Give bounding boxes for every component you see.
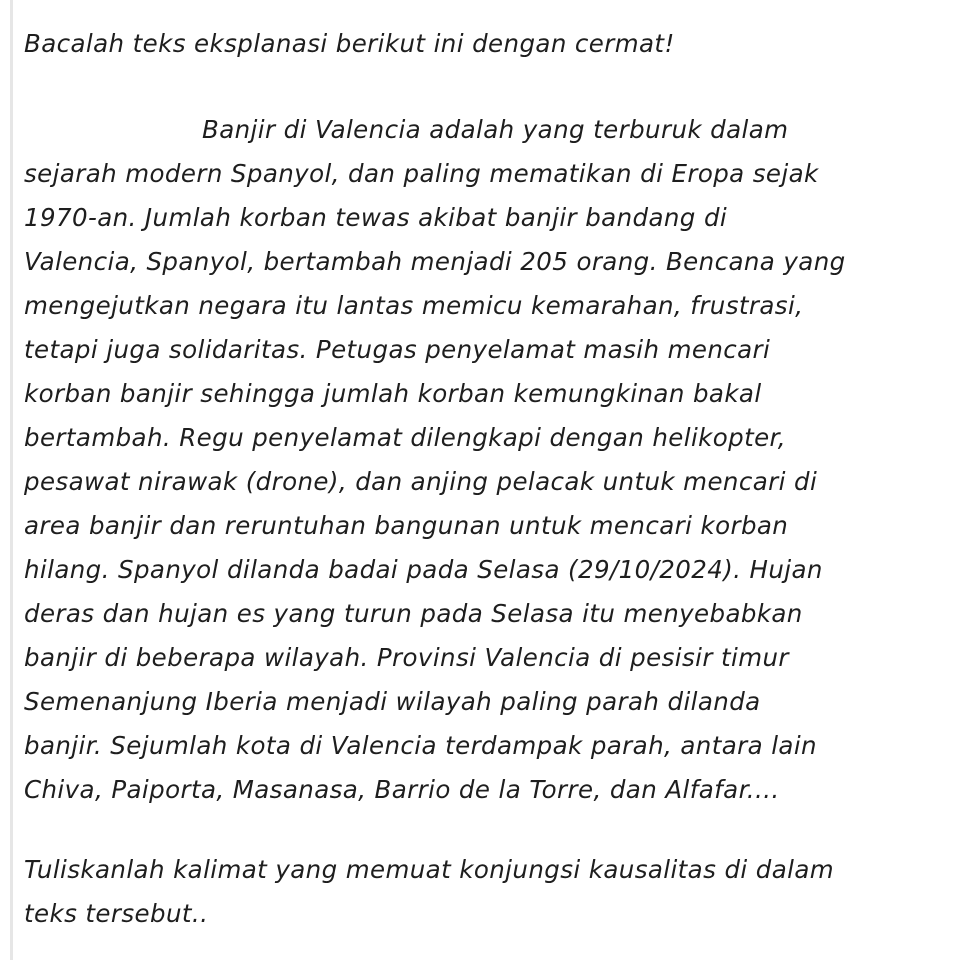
spacer [24,66,964,108]
passage-line: area banjir dan reruntuhan bangunan untuk mencari korban [24,511,789,540]
passage-line: Banjir di Valencia adalah yang terburuk dalam [202,115,789,144]
passage-line: banjir di beberapa wilayah. Provinsi Valencia di pesisir timur [24,643,789,672]
question-line: Tuliskanlah kalimat yang memuat konjungsi kausalitas di dalam [24,855,835,884]
question-block [24,848,964,936]
passage-line: Semenanjung Iberia menjadi wilayah paling parah dilanda [24,687,761,716]
passage-line: tetapi juga solidaritas. Petugas penyelamat masih mencari [24,335,771,364]
passage-line: korban banjir sehingga jumlah korban kemungkinan bakal [24,379,762,408]
passage-line: mengejutkan negara itu lantas memicu kemarahan, frustrasi, [24,291,804,320]
passage-line: banjir. Sejumlah kota di Valencia terdampak parah, antara lain [24,731,817,760]
explanation-passage [24,108,964,812]
passage-line: pesawat nirawak (drone), dan anjing pelacak untuk mencari di [24,467,818,496]
spacer [24,812,964,848]
document-body [24,22,964,936]
passage-line: Chiva, Paiporta, Masanasa, Barrio de la Torre, dan Alfafar.... [24,775,780,804]
instruction-text: Bacalah teks eksplanasi berikut ini dengan cermat! [24,29,675,58]
page-left-border [10,0,13,960]
passage-line: deras dan hujan es yang turun pada Selasa itu menyebabkan [24,599,803,628]
question-line: teks tersebut.. [24,899,209,928]
passage-line: 1970-an. Jumlah korban tewas akibat banjir bandang di [24,203,728,232]
passage-line: bertambah. Regu penyelamat dilengkapi dengan helikopter, [24,423,786,452]
passage-line: hilang. Spanyol dilanda badai pada Selasa (29/10/2024). Hujan [24,555,823,584]
passage-line: Valencia, Spanyol, bertambah menjadi 205 orang. Bencana yang [24,247,846,276]
passage-line: sejarah modern Spanyol, dan paling mematikan di Eropa sejak [24,159,819,188]
